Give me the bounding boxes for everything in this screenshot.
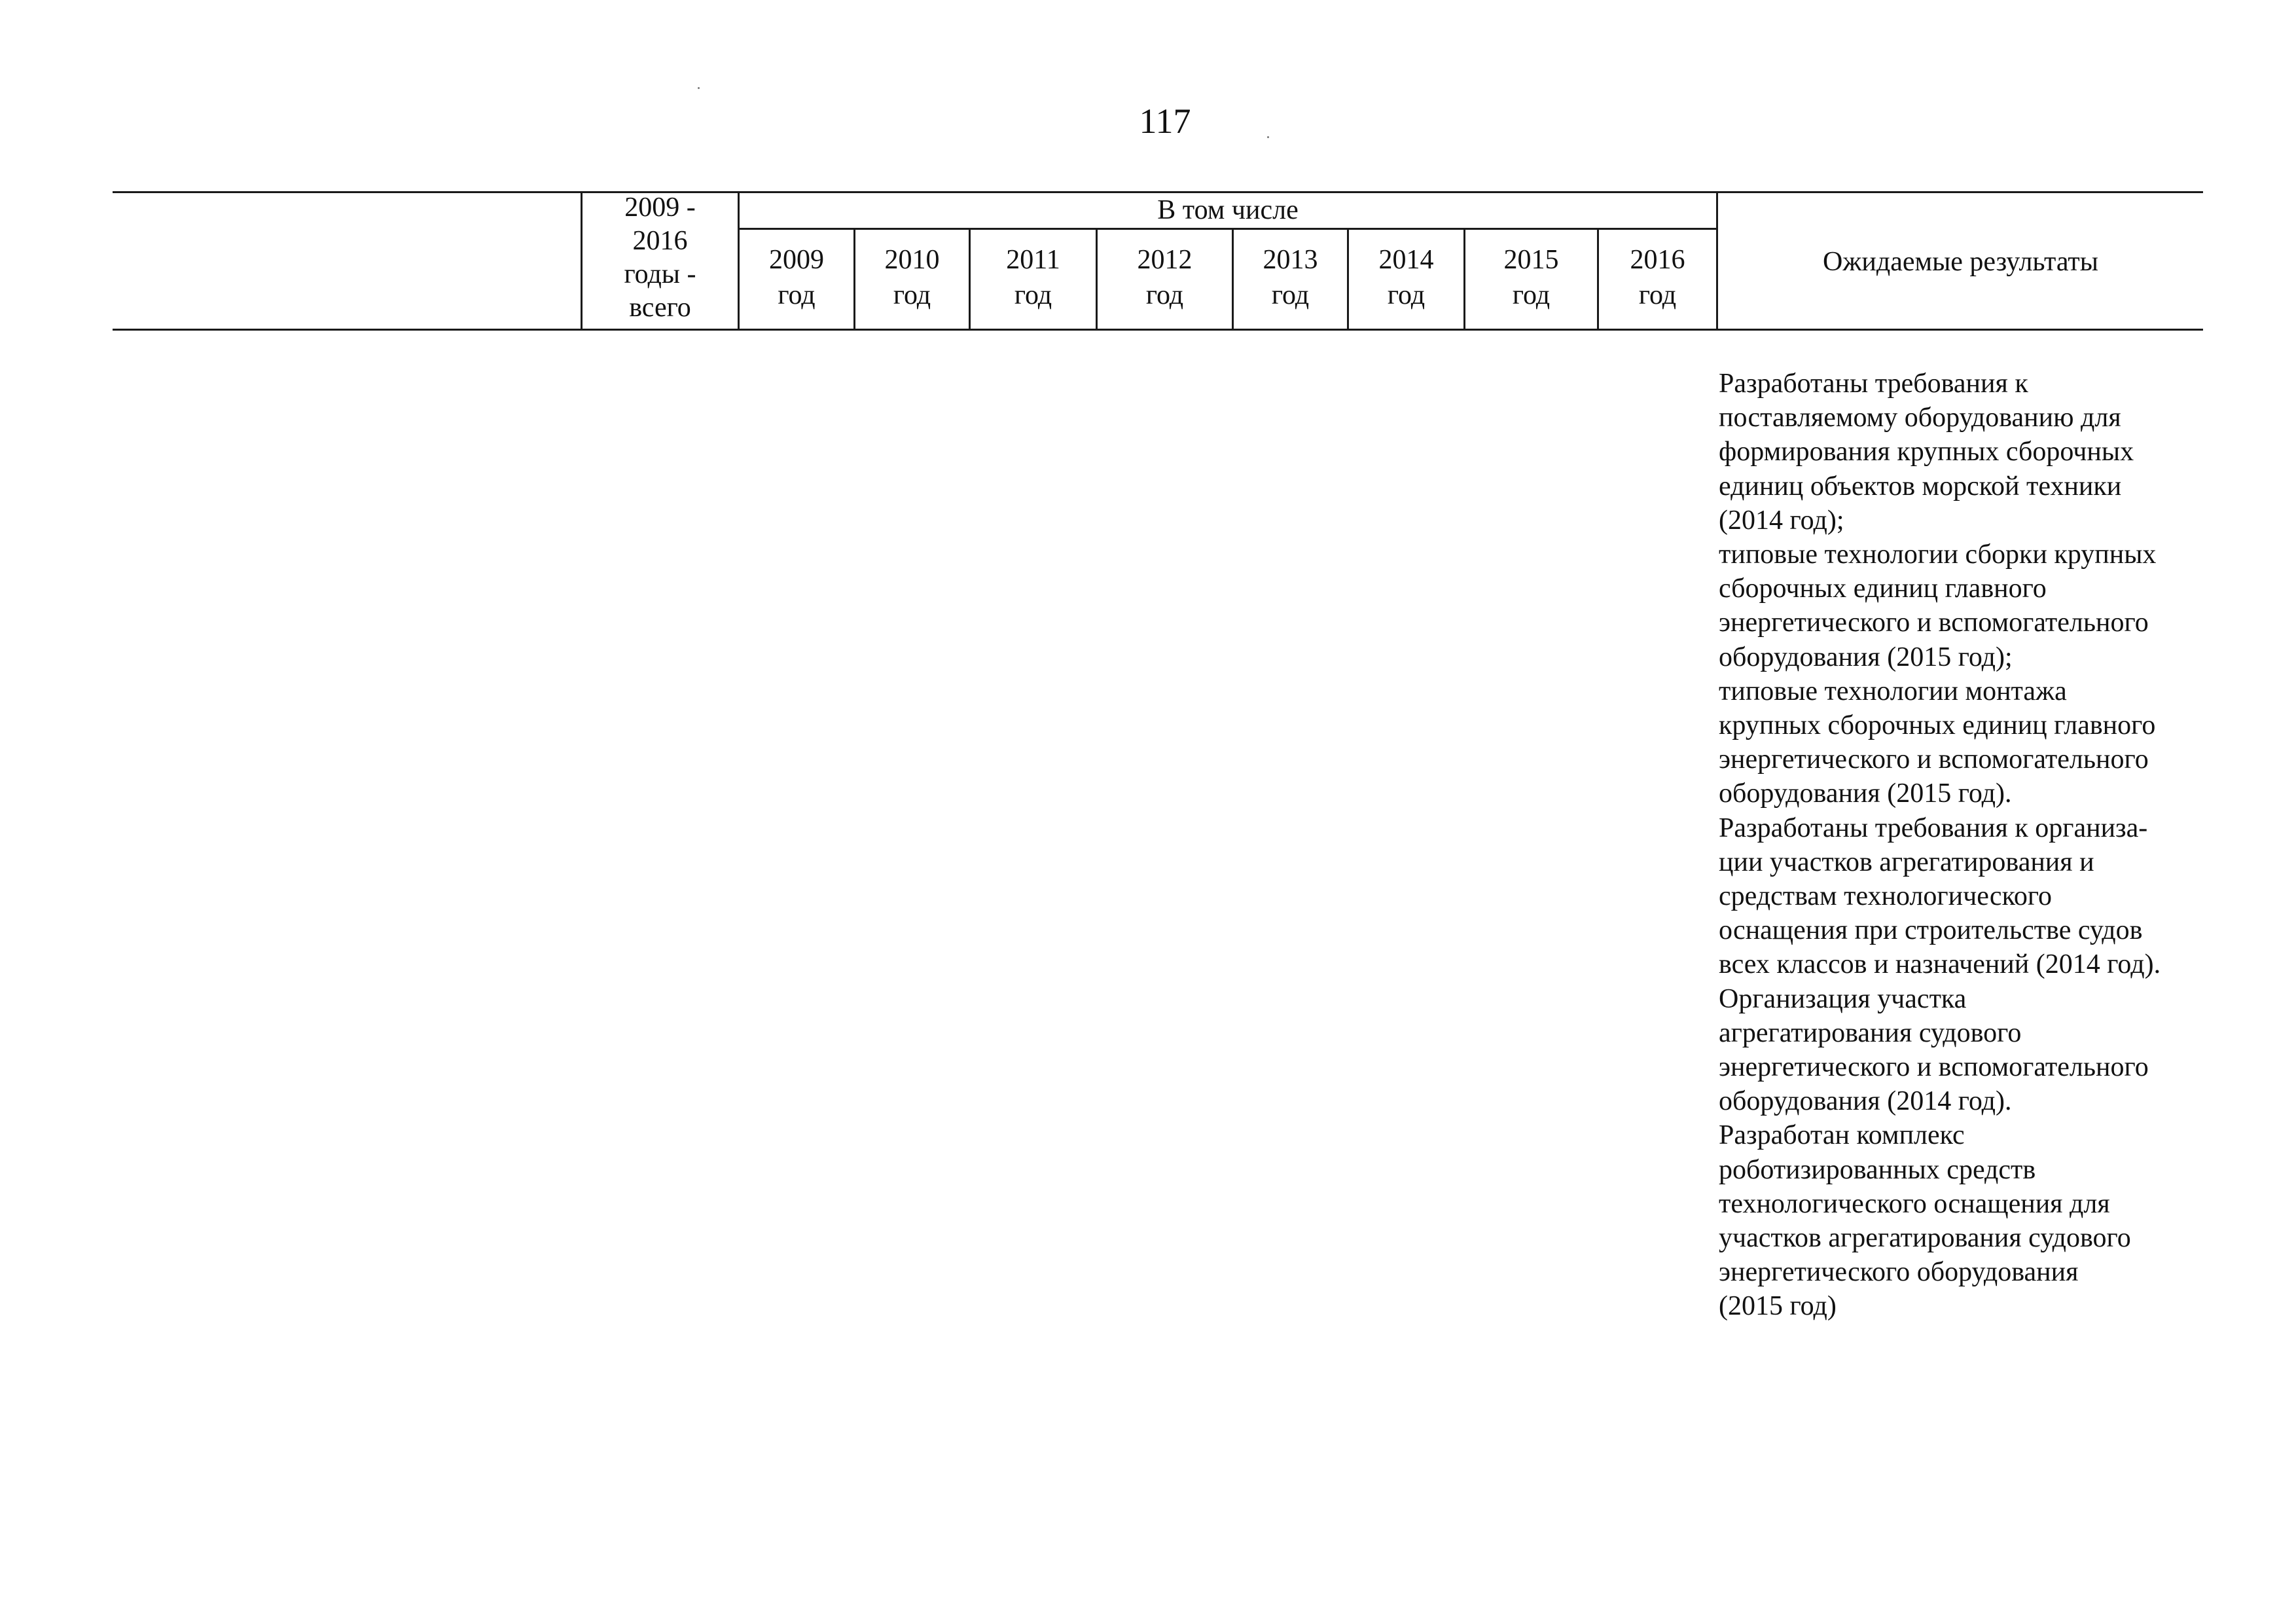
year-value: 2009	[769, 245, 824, 275]
year-header-2015	[1465, 242, 1597, 313]
scan-speck	[1267, 136, 1269, 138]
year-value: 2013	[1263, 245, 1318, 275]
year-value: 2010	[884, 245, 940, 275]
year-header-2014	[1349, 242, 1463, 313]
year-value: 2015	[1503, 245, 1559, 275]
year-value: 2012	[1137, 245, 1193, 275]
page-number: 117	[1139, 101, 1191, 141]
results-column-header: Ожидаемые результаты	[1823, 247, 2098, 277]
year-value: 2014	[1378, 245, 1434, 275]
scan-speck	[698, 87, 700, 89]
expected-results-text: Разработаны требования к поставляемому оборудованию для формирования крупных сборочных единиц объектов морской техники (2014 год); типовые технологии сборки крупных сборочных единиц главного энергетического и вспомогательного оборудования (2015 год); типовые технологии монтажа крупных сборочных единиц главного энергетического и вспомогательного оборудования (2015 год). Разработаны требования к организа- ции участков агрегатирования и средствам технологического оснащения при строительстве судов всех классов и назначений (2014 год). Организация участка агрегатирования судового энергетического и вспомогательного оборудования (2014 год). Разработан комплекс роботизированных средств технологического оснащения для участков агрегатирования судового энергетического оборудования (2015 год)	[1719, 369, 2161, 1322]
including-header: В том числе	[1157, 195, 1299, 225]
including-rule	[738, 228, 1717, 230]
year-unit: год	[1145, 280, 1184, 310]
year-unit: год	[1512, 280, 1551, 310]
total-column-header: 2009 - 2016 годы - всего	[624, 192, 696, 323]
year-value: 2011	[1006, 245, 1060, 275]
year-header-2013	[1234, 242, 1347, 313]
year-header-2009	[740, 242, 853, 313]
year-unit: год	[893, 280, 931, 310]
year-header-2016	[1599, 242, 1716, 313]
year-unit: год	[1387, 280, 1426, 310]
year-header-2010	[855, 242, 969, 313]
year-unit: год	[1271, 280, 1310, 310]
year-unit: год	[1638, 280, 1677, 310]
year-header-2011	[971, 242, 1096, 313]
year-header-2012	[1098, 242, 1232, 313]
year-unit: год	[778, 280, 816, 310]
year-value: 2016	[1630, 245, 1685, 275]
table-bottom-rule	[113, 329, 2203, 331]
year-unit: год	[1014, 280, 1052, 310]
